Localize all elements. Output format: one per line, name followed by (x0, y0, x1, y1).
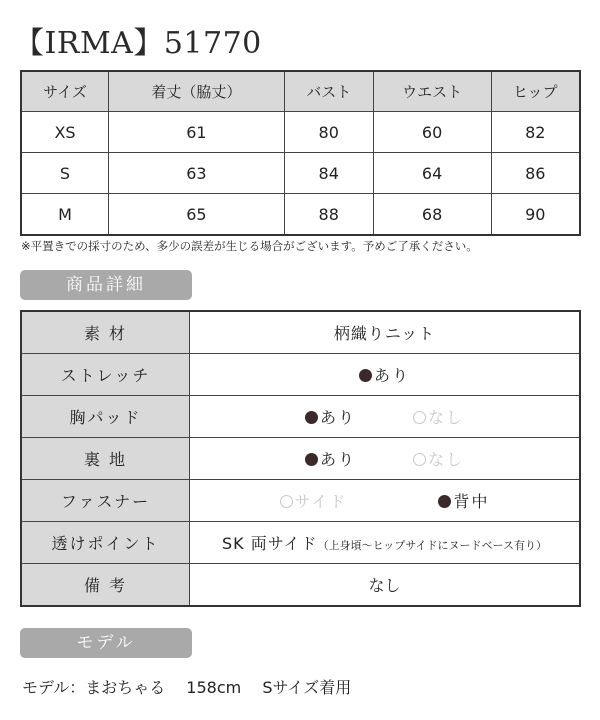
details-table (20, 310, 581, 607)
detail-row-remarks (21, 564, 580, 607)
length-cell: 61 (109, 112, 285, 153)
header-waist: ウエスト (373, 71, 491, 112)
material-value: 柄織りニット (190, 311, 581, 354)
material-label: 素 材 (21, 311, 190, 354)
size-table-header (21, 71, 580, 112)
model-section-label: モデル (20, 628, 192, 658)
filled-dot-icon (305, 453, 318, 466)
hip-cell: 86 (491, 153, 580, 194)
bust-cell: 84 (284, 153, 373, 194)
stretch-label: ストレッチ (21, 354, 190, 396)
product-title: 【IRMA】51770 (14, 26, 262, 61)
model-size: Sサイズ着用 (262, 678, 352, 697)
lining-label: 裏 地 (21, 438, 190, 480)
detail-row-material (21, 311, 580, 354)
header-size: サイズ (21, 71, 109, 112)
fastener-value: サイド 背中 (190, 480, 581, 522)
model-info (22, 675, 367, 698)
header-bust: バスト (284, 71, 373, 112)
lining-value: あり なし (190, 438, 581, 480)
model-name: モデル：まおちゃる (22, 678, 166, 697)
hip-cell: 90 (491, 194, 580, 236)
detail-row-fastener (21, 480, 580, 522)
detail-row-pad (21, 396, 580, 438)
filled-dot-icon (359, 369, 372, 382)
table-row (21, 153, 580, 194)
model-height: 158cm (186, 678, 242, 697)
measurement-note: ※平置きでの採寸のため、多少の誤差が生じる場合がございます。予めご了承ください。 (21, 239, 478, 253)
empty-circle-icon (413, 411, 426, 424)
detail-row-lining (21, 438, 580, 480)
pad-value: あり なし (190, 396, 581, 438)
length-cell: 65 (109, 194, 285, 236)
hip-cell: 82 (491, 112, 580, 153)
size-cell: XS (21, 112, 109, 153)
stretch-value: あり (190, 354, 581, 396)
length-cell: 63 (109, 153, 285, 194)
size-table (20, 70, 581, 236)
size-cell: S (21, 153, 109, 194)
bust-cell: 80 (284, 112, 373, 153)
bust-cell: 88 (284, 194, 373, 236)
table-row (21, 112, 580, 153)
detail-row-stretch (21, 354, 580, 396)
empty-circle-icon (280, 495, 293, 508)
sheer-value: SK 両サイド（上身頃〜ヒップサイドにヌードベース有り） (190, 522, 581, 564)
detail-row-sheer (21, 522, 580, 564)
waist-cell: 64 (373, 153, 491, 194)
filled-dot-icon (305, 411, 318, 424)
fastener-label: ファスナー (21, 480, 190, 522)
remarks-label: 備 考 (21, 564, 190, 607)
sheer-label: 透けポイント (21, 522, 190, 564)
header-hip: ヒップ (491, 71, 580, 112)
header-length: 着丈（脇丈） (109, 71, 285, 112)
details-section-label: 商品詳細 (20, 270, 192, 300)
remarks-value: なし (190, 564, 581, 607)
pad-label: 胸パッド (21, 396, 190, 438)
empty-circle-icon (413, 453, 426, 466)
size-cell: M (21, 194, 109, 236)
sheer-note: （上身頃〜ヒップサイドにヌードベース有り） (317, 539, 547, 552)
waist-cell: 68 (373, 194, 491, 236)
table-row (21, 194, 580, 236)
waist-cell: 60 (373, 112, 491, 153)
filled-dot-icon (438, 495, 451, 508)
